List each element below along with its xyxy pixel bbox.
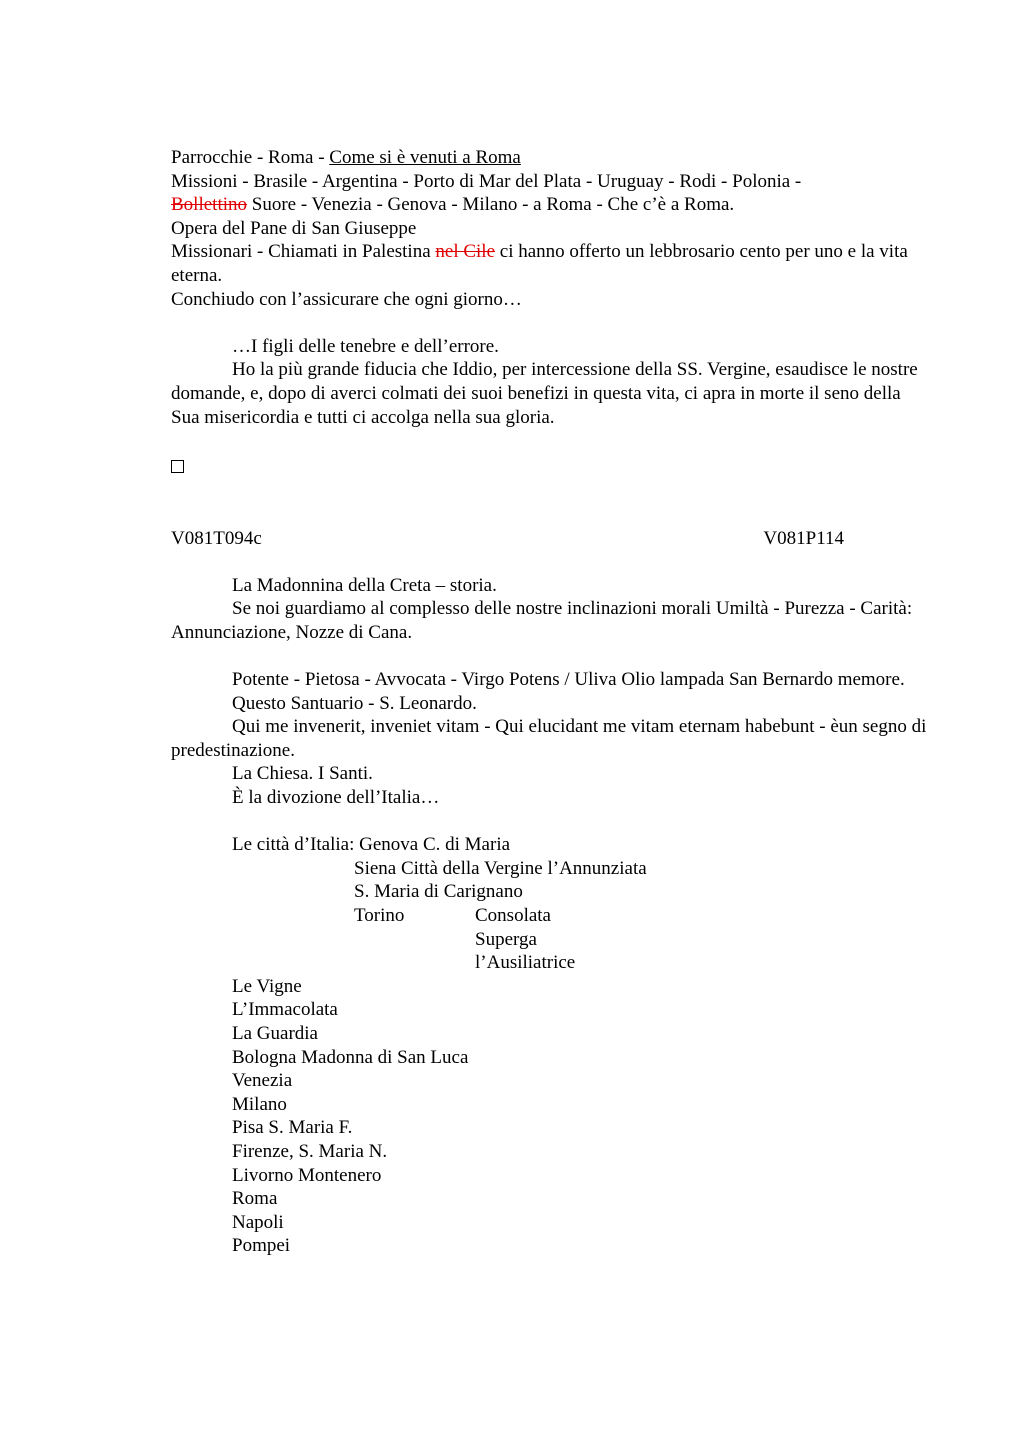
city-torino-row xyxy=(171,904,931,928)
section2-paragraph-4: Questo Santuario - S. Leonardo. xyxy=(232,692,477,714)
city-list-item: Pompei xyxy=(232,1235,291,1257)
section2-paragraph-7: È la divozione dell’Italia… xyxy=(232,787,440,809)
section2-paragraph-1: La Madonnina della Creta – storia. xyxy=(232,574,497,596)
struck-word-bollettino: Bollettino xyxy=(171,194,247,216)
missions-line: Missioni - Brasile - Argentina - Porto di Mar del Plata - Uruguay - Rodi - Polonia - xyxy=(171,170,802,192)
torino-sub-item: Consolata xyxy=(475,905,551,926)
sisters-line: Bollettino Suore - Venezia - Genova - Milano - a Roma - Che c’è a Roma. xyxy=(171,194,735,216)
city-list-item: Bologna Madonna di San Luca xyxy=(232,1046,469,1068)
document-body xyxy=(171,146,931,1258)
city-list-item: Venezia xyxy=(232,1070,293,1092)
cities-heading: Le città d’Italia: Genova C. di Maria xyxy=(232,834,511,856)
city-list-item: Napoli xyxy=(232,1211,284,1233)
city-siena: Siena Città della Vergine l’Annunziata xyxy=(354,857,647,879)
parishes-line: Parrocchie - Roma - Come si è venuti a Roma xyxy=(171,147,521,168)
torino-sub-item: l’Ausiliatrice xyxy=(475,952,576,974)
section2-paragraph-3: Potente - Pietosa - Avvocata - Virgo Potens / Uliva Olio lampada San Bernardo memore. xyxy=(232,669,905,691)
city-list-item: La Guardia xyxy=(232,1022,318,1044)
reference-codes xyxy=(171,527,844,551)
city-list-item: Roma xyxy=(232,1188,278,1210)
section2-paragraph-5: Qui me invenerit, inveniet vitam - Qui elucidant me vitam eternam habebunt - èun segno di predestinazione. xyxy=(171,716,927,761)
city-list-item: Milano xyxy=(232,1093,287,1115)
city-list-item: L’Immacolata xyxy=(232,999,338,1021)
section2-paragraph-2: Se noi guardiamo al complesso delle nostre inclinazioni morali Umiltà - Purezza - Carità: Annunciazione, Nozze di Cana. xyxy=(171,598,913,643)
city-list-item: Pisa S. Maria F. xyxy=(232,1117,353,1139)
ref-left: V081T094c xyxy=(171,527,262,549)
closing-paragraph-1: …I figli delle tenebre e dell’errore. xyxy=(232,335,499,357)
struck-phrase-nel-cile: nel Cile xyxy=(435,241,496,263)
city-list-item: Firenze, S. Maria N. xyxy=(232,1140,388,1162)
conclusion-line: Conchiudo con l’assicurare che ogni giorno… xyxy=(171,288,522,310)
city-carignano: S. Maria di Carignano xyxy=(354,881,523,903)
square-icon xyxy=(171,460,184,473)
section2-paragraph-6: La Chiesa. I Santi. xyxy=(232,763,373,785)
box-marker xyxy=(171,453,931,480)
torino-sub-item: Superga xyxy=(475,928,537,950)
ref-right: V081P114 xyxy=(763,527,844,549)
opera-line: Opera del Pane di San Giuseppe xyxy=(171,217,417,239)
city-list-item: Le Vigne xyxy=(232,975,302,997)
city-list-item: Livorno Montenero xyxy=(232,1164,382,1186)
city-torino: Torino xyxy=(354,905,405,926)
missionaries-line: Missionari - Chiamati in Palestina nel Cile ci hanno offerto un lebbrosario cento per uno e la vita eterna. xyxy=(171,241,908,286)
closing-paragraph-2: Ho la più grande fiducia che Iddio, per intercessione della SS. Vergine, esaudisce le nostre domande, e, dopo di averci colmati dei suoi benefizi in questa vita, ci apra in morte il seno della Sua misericordia e tutti ci accolga nella sua gloria. xyxy=(171,359,918,428)
underlined-phrase: Come si è venuti a Roma xyxy=(329,147,521,168)
